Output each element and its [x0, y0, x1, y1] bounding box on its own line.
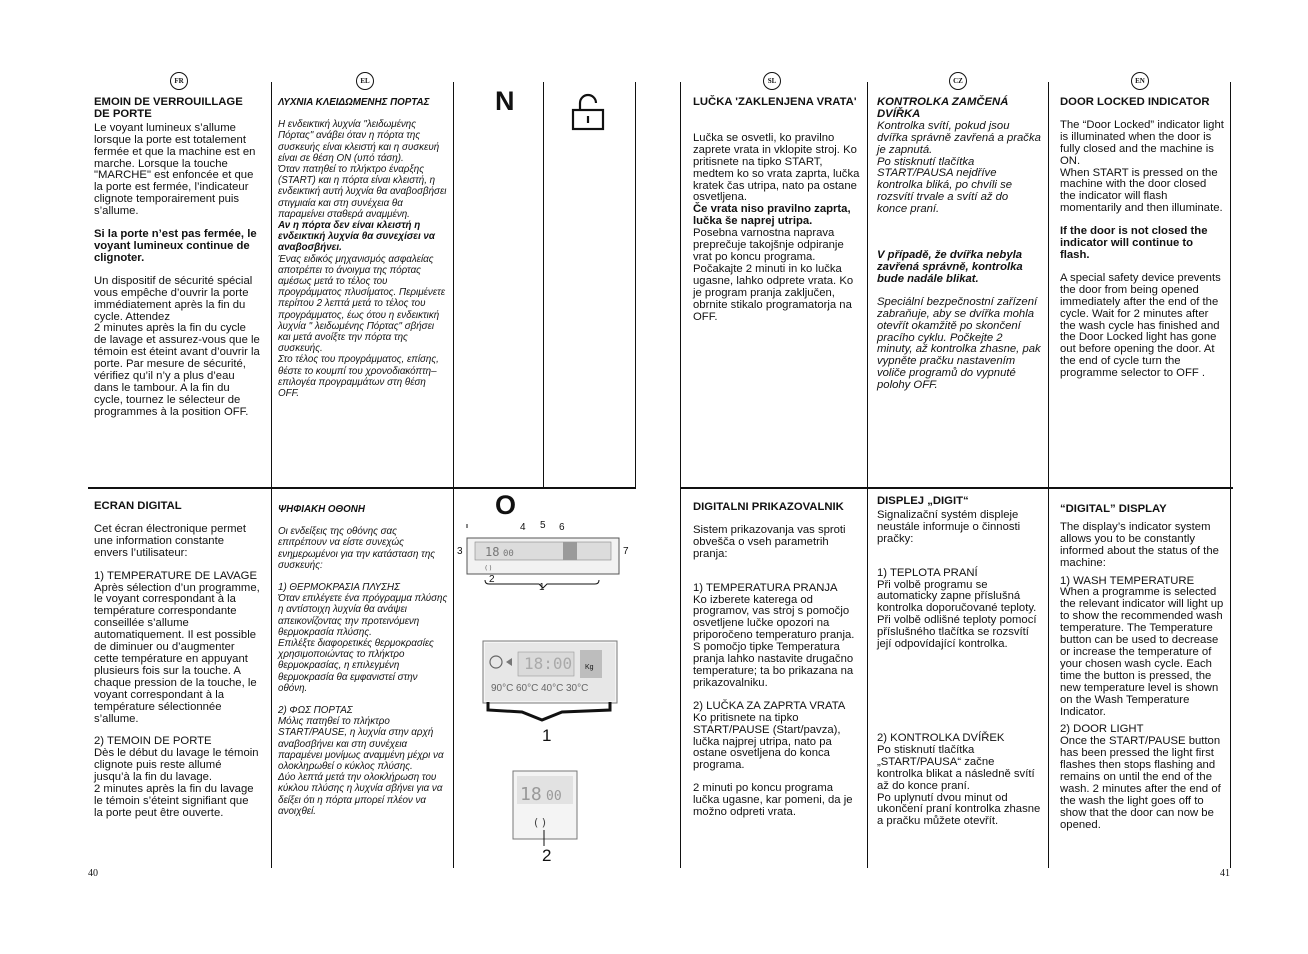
cz-door-light-text: 2) KONTROLKA DVÍŘEK Po stisknutí tlačítka „START/PAUSA“ začne kontrolka blikat a následně svítí až do konce praní. Po uplynutí dvou minut od ukončení praní kontrolka zhasne a pračku můžete otevřít.: [877, 731, 1041, 828]
fr-display-intro: Cet écran électronique permet une information constante envers l’utilisateur:: [94, 522, 246, 559]
svg-text:( ): ( ): [534, 816, 547, 829]
fr-safety-text: Un dispositif de sécurité spécial vous empêche d’ouvrir la porte immédiatement après la fin du cycle. Attendez 2 minutes après la fin du cycle de lavage et assurez-vous que le témoin est éteint avant d’ouvrir la porte. Par mesure de sécurité, vérifiez qu’il n’y a plus d’eau dans le tambour. A la fin du cycle, tournez le sélecteur de programmes à la position OFF.: [94, 274, 260, 418]
el-wash-temperature-text: 1) ΘΕΡΜΟΚΡΑΣΙΑ ΠΛΥΣΗΣ Όταν επιλέγετε ένα πρόγραμμα πλύσης η αντίστοιχη λυχνία θα ανάψει απεικονίζοντας την προτεινόμενη θερμοκρασία πλύσης. Επιλέξτε διαφορετικές θερμοκρασίες χρησιμοποιώντας το πλήκτρο θερμοκρασίας, η επιλεγμένη θερμοκρασία θα εμφανιστεί στην οθόνη.: [278, 582, 448, 694]
callout-4: 4: [520, 522, 526, 533]
sl-safety-text: Posebna varnostna naprava preprečuje takojšnje odpiranje vrat po koncu programa. Počakajte 2 minuti in ko lučka ugasne, lahko odprete vrata. Ko je program pranja zaključen, obrnite stikalo programatorja na OFF.: [693, 227, 854, 323]
column-divider: [680, 82, 681, 868]
cz-display-intro: Signalizační systém displeje neustále informuje o činnosti pračky:: [877, 508, 1021, 545]
temp-30: 30°C: [566, 683, 589, 694]
panel-digits: 18:00: [524, 654, 573, 673]
el-door-lock-text: Η ενδεικτική λυχνία "λειδωμένης Πόρτας" ανάβει όταν η πόρτα της συσκευής είναι κλειστή και η συσκευή είναι σε θέση ON (υπό τάση). Όταν πατηθεί το πλήκτρο έναρξης (START) και η πόρτα είναι κλειστή, η ενδεικτική αυτή λυχνία θα αναβοσβήσει στιγμιαία και στη συνέχεια θα παραμείνει σταθερά αναμμένη.: [278, 119, 447, 220]
sl-door-open-text: 2 minuti po koncu programa lučka ugasne, kar pomeni, da je možno odpreti vrata.: [693, 782, 853, 819]
el-door-lock-warning: Αν η πόρτα δεν είναι κλειστή η ενδεικτική λυχνία θα συνεχίσει να αναβοσβήνει.: [278, 220, 435, 254]
el-display-intro: Οι ενδείξεις της οθόνης σας επιτρέπουν να είστε συνεχώς ενημερωμένοι για την κατάσταση της συσκευής:: [278, 526, 436, 571]
fr-display-title: ECRAN DIGITAL: [94, 500, 182, 512]
temp-40: 40°C: [541, 683, 564, 694]
sl-door-lock-text: Lučka se osvetli, ko pravilno zaprete vrata in vklopite stroj. Ko pritisnete na tipko START, medtem ko so vrata zaprta, lučka kratek čas utripa, nato pa ostane osvetljena.: [693, 131, 860, 204]
en-door-lock-text: The “Door Locked” indicator light is illuminated when the door is fully closed and the machine is ON. When START is pressed on the machine with the door closed the indicator will flash momentarily and then illuminate.: [1060, 118, 1224, 215]
sl-column: [693, 97, 860, 334]
page-number-left: 40: [88, 868, 98, 879]
language-badge-cz: CZ: [949, 72, 967, 90]
section-letter-o: O: [495, 490, 517, 520]
fr-door-lock-warning: Si la porte n’est pas fermée, le voyant lumineux continue de clignoter.: [94, 228, 257, 264]
temperature-display-figure: [482, 640, 622, 745]
en-safety-text: A special safety device prevents the door from being opened immediately after the end of the cycle. Wait for 2 minutes after the wash cycle has finished and the Door Locked light has gone out before opening the door. At the end of cycle turn the programme selector to OFF .: [1060, 271, 1221, 380]
sl-display-column: [693, 502, 860, 830]
language-badge-sl: SL: [763, 72, 781, 90]
callout-1: 1: [539, 582, 545, 593]
el-safety-text: Ένας ειδικός μηχανισμός ασφαλείας αποτρέπει το άνοιγμα της πόρτας αμέσως μετά το τέλος του προγράμματος πλυσίματος. Περιμένετε περίπου 2 λεπτά μετά το τέλος του προγράμματος, έως ότου η ενδεικτική λυχνία " λειδωμένης Πόρτας" σβήσει και μετά ανοίξτε την πόρτα της συσκευής. Στο τέλος του προγράμματος, επίσης, θέστε το κουμπί του χρονοδιακόπτη–επιλογέα προγραμμάτων στη θέση OFF.: [278, 253, 446, 400]
callout-6: 6: [559, 522, 565, 533]
temp-90: 90°C: [491, 683, 514, 694]
en-door-light-text: 2) DOOR LIGHT Once the START/PAUSE button has been pressed the light first flashes then stops flashing and remains on until the end of the wash. 2 minutes after the end of the wash the light goes off to show that the door can now be opened.: [1060, 723, 1221, 831]
en-display-intro: The display’s indicator system allows you to be constantly informed about the status of the machine:: [1060, 520, 1219, 569]
column-divider: [453, 82, 454, 868]
el-door-light-text: 2) ΦΩΣ ΠΟΡΤΑΣ Μόλις πατηθεί το πλήκτρο START/PAUSE, η λυχνία στην αρχή αναβοσβήνει και στη συνέχεια παραμένει μονίμως αναμμένη μέχρι να ολοκληρωθεί ο κύκλος πλύσης. Δύο λεπτά μετά την ολοκλήρωση του κύκλου πλύσης η λυχνία σβήνει για να δείξει ότι η πόρτα μπορεί πλέον να ανοιχθεί.: [278, 705, 444, 817]
padlock-icon: [570, 92, 606, 137]
callout-1-large: 1: [542, 726, 552, 745]
sl-door-light-text: 2) LUČKA ZA ZAPRTA VRATA Ko pritisnete na tipko START/PAUSE (Start/pavza), lučka najprej utripa, nato pa ostane osvetljena do konca programa.: [693, 699, 846, 772]
section-letter-n: N: [495, 86, 515, 116]
kg-label: Kg: [585, 664, 594, 671]
language-badge-fr: FR: [170, 72, 188, 90]
cz-wash-temperature-text: 1) TEPLOTA PRANÍ Při volbě programu se automaticky zapne příslušná kontrolka doporučované teploty. Při volbě odlišné teploty pomocí příslušného tlačítka se rozsvítí její odpovídající kontrolka.: [877, 566, 1037, 651]
en-column: [1060, 97, 1224, 391]
cz-display-column: [877, 496, 1041, 839]
fr-column: [94, 97, 260, 430]
column-divider: [271, 82, 272, 868]
en-display-column: [1060, 504, 1224, 843]
column-divider: [543, 82, 544, 488]
fr-door-lock-text: Le voyant lumineux s’allume lorsque la porte est totalement fermée et que la machine est en marche. Lorsque la touche "MARCHE" est enfoncée et que la porte est fermée, l’indicateur clignote temporairement puis s’allume.: [94, 121, 256, 218]
fr-door-lock-title: EMOIN DE VERROUILLAGE DE PORTE: [94, 96, 243, 120]
cz-safety-text: Speciální bezpečnostní zařízení zabraňuje, aby se dvířka mohla otevřít okamžitě po skončení pracího cyklu. Počkejte 2 minuty, až kontrolka zhasne, pak vypněte pračku nastavením voliče programů do vypnuté polohy OFF.: [877, 295, 1041, 392]
column-divider: [867, 82, 868, 868]
svg-text:( ): ( ): [485, 565, 492, 572]
sl-display-intro: Sistem prikazovanja vas sproti obvešča o vseh parametrih pranja:: [693, 523, 846, 560]
cz-door-lock-warning: V případě, že dvířka nebyla zavřená správně, kontrolka bude nadále blikat.: [877, 249, 1023, 285]
en-door-lock-warning: If the door is not closed the indicator will continue to flash.: [1060, 225, 1208, 261]
sl-door-lock-title: LUČKA 'ZAKLENJENA VRATA': [693, 96, 857, 108]
svg-text:00: 00: [503, 549, 514, 559]
sl-door-lock-warning: Če vrata niso pravilno zaprta, lučka še naprej utripa.: [693, 203, 851, 228]
fr-door-light-text: 2) TEMOIN DE PORTE Dès le début du lavage le témoin clignote puis reste allumé jusqu’à la fin du lavage. 2 minutes après la fin du lavage le témoin s’éteint signifiant que la porte peut être ouverte.: [94, 735, 259, 819]
section-divider: [680, 487, 1233, 489]
callout-3: 3: [457, 546, 463, 557]
page-number-right: 41: [1220, 868, 1230, 879]
section-divider: [88, 487, 636, 489]
svg-text:00: 00: [546, 789, 562, 804]
callout-2: 2: [489, 574, 495, 585]
el-door-lock-title: ΛΥΧΝΙΑ ΚΛΕΙΔΩΜΕΝΗΣ ΠΟΡΤΑΣ: [278, 97, 430, 108]
svg-text:18: 18: [520, 784, 542, 805]
display-panel-figure: [455, 520, 635, 600]
cz-door-lock-title: KONTROLKA ZAMČENÁ DVÍŘKA: [877, 96, 1009, 120]
fr-display-column: [94, 501, 260, 831]
column-divider: [1230, 82, 1231, 868]
column-divider: [635, 82, 636, 488]
sl-wash-temperature-text: 1) TEMPERATURA PRANJA Ko izberete katerega od programov, vas stroj s pomočjo osvetljene lučke opozori na priporočeno temperaturo pranja. S pomočjo tipke Temperatura pranja lahko nastavite drugačno temperature; ta bo prikazana na prikazovalniku.: [693, 581, 855, 689]
en-door-lock-title: DOOR LOCKED INDICATOR: [1060, 96, 1210, 108]
cz-column: [877, 97, 1041, 403]
door-display-figure: [512, 770, 582, 870]
fr-wash-temperature-text: 1) TEMPERATURE DE LAVAGE Après sélection d’un programme, le voyant correspondant à la température correspondante conseillée s’allume automatiquement. Il est possible de diminuer ou d’augmenter cette température en appuyant plusieurs fois sur la touche. A chaque pression de la touche, le voyant correspondant à la température sélectionnée s’allume.: [94, 569, 260, 725]
el-display-title: ΨΗΦΙΑΚΗ ΟΘΟΝΗ: [278, 504, 365, 515]
callout-5: 5: [540, 520, 546, 531]
language-badge-en: EN: [1131, 72, 1149, 90]
temp-60: 60°C: [516, 683, 539, 694]
el-display-column: [278, 504, 448, 828]
svg-text:18: 18: [485, 545, 500, 559]
callout-2-large: 2: [542, 846, 552, 865]
column-divider: [1048, 82, 1049, 868]
en-display-title: “DIGITAL” DISPLAY: [1060, 503, 1167, 515]
cz-display-title: DISPLEJ „DIGIT“: [877, 495, 969, 507]
cz-door-lock-text: Kontrolka svítí, pokud jsou dvířka správně zavřená a pračka je zapnutá. Po stisknutí tlačítka START/PAUSA nejdříve kontrolka bliká, po chvíli se rozsvítí trvale a svítí až do konce praní.: [877, 119, 1041, 216]
language-badge-el: EL: [356, 72, 374, 90]
en-wash-temperature-text: 1) WASH TEMPERATURE When a programme is selected the relevant indicator will light up to show the recommended wash temperature. The Temperature button can be used to decrease or increase the temperature of your chosen wash cycle. Each time the button is pressed, the new temperature level is shown on the Wash Temperature Indicator.: [1060, 574, 1224, 718]
el-column: [278, 97, 448, 410]
callout-7: 7: [623, 546, 629, 557]
sl-display-title: DIGITALNI PRIKAZOVALNIK: [693, 501, 844, 513]
